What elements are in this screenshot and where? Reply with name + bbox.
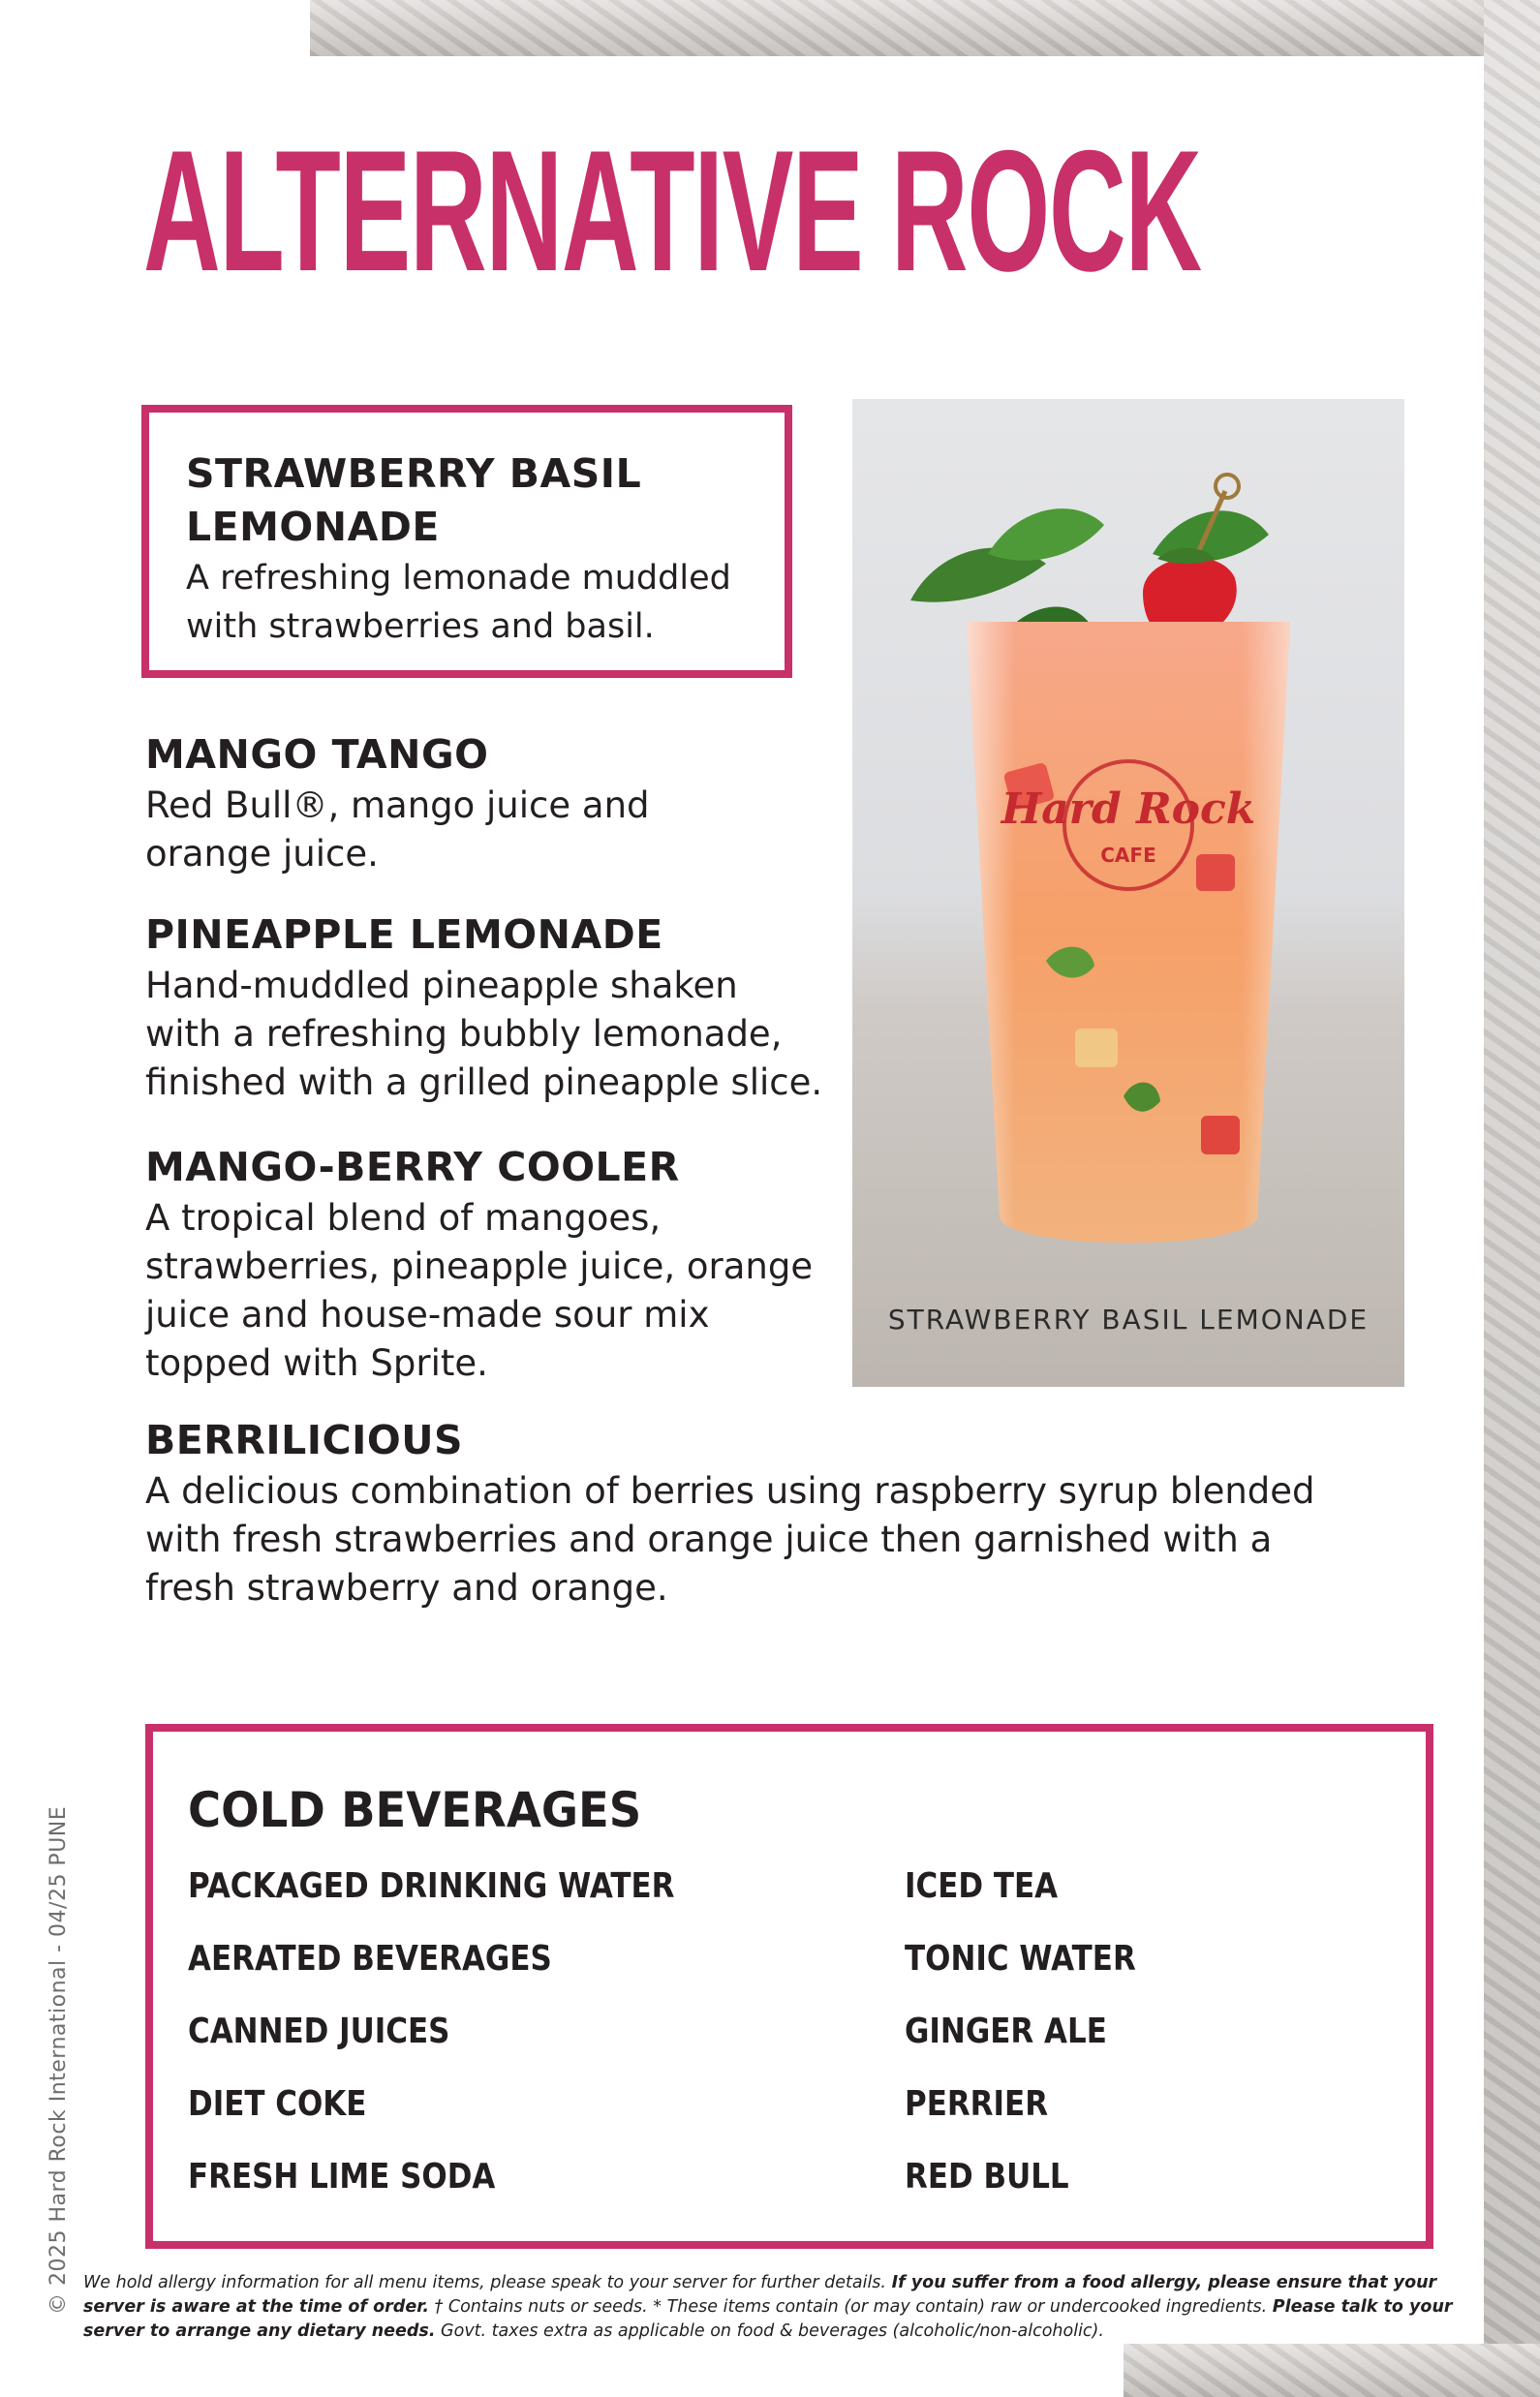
menu-item-description: A delicious combination of berries using raspberry syrup blended with fresh strawberries and orange juice then garnished with a fresh strawberry and orange. <box>145 1470 1315 1609</box>
disclaimer-bold-text: Please talk to your server to arrange any dietary needs. <box>83 2297 1453 2341</box>
collage-background-top <box>310 0 1540 56</box>
beverage-item: AERATED BEVERAGES <box>188 1939 552 1979</box>
drink-photo <box>852 399 1404 1387</box>
logo-text: Hard Rock <box>1001 784 1256 834</box>
disclaimer-text: † Contains nuts or seeds. * These items contain (or may contain) raw or undercooked ingredients. <box>428 2297 1273 2317</box>
disclaimer-text: Govt. taxes extra as applicable on food & beverages (alcoholic/non-alcoholic). <box>435 2321 1104 2341</box>
cold-beverages-box <box>145 1724 1433 2249</box>
beverage-item: DIET COKE <box>188 2084 367 2124</box>
cold-beverages-heading: COLD BEVERAGES <box>188 1782 642 1838</box>
beverage-item: RED BULL <box>905 2157 1069 2197</box>
beverage-item: FRESH LIME SODA <box>188 2157 496 2197</box>
featured-item-description: A refreshing lemonade muddled with strawberries and basil. <box>186 559 731 646</box>
beverage-item: CANNED JUICES <box>188 2012 450 2051</box>
disclaimer-bold-text: If you suffer from a food allergy, please ensure that your server is aware at the time of order. <box>83 2273 1437 2317</box>
menu-item-name: MANGO-BERRY COOLER <box>145 1144 680 1190</box>
menu-item-description: Hand-muddled pineapple shaken with a refreshing bubbly lemonade, finished with a grilled pineapple slice. <box>145 965 823 1103</box>
beverage-list-left <box>188 1863 788 2227</box>
menu-item <box>145 728 823 878</box>
featured-item-name: STRAWBERRY BASIL LEMONADE <box>186 450 642 550</box>
beverage-item: TONIC WATER <box>905 1939 1136 1979</box>
menu-item-name: BERRILICIOUS <box>145 1417 464 1463</box>
collage-background-bottom <box>1124 2344 1540 2397</box>
menu-item-description: Red Bull®, mango juice and orange juice. <box>145 784 650 875</box>
menu-item-name: PINEAPPLE LEMONADE <box>145 911 663 958</box>
featured-item-box <box>141 405 792 678</box>
beverage-item: PACKAGED DRINKING WATER <box>188 1866 675 1906</box>
copyright-note: © 2025 Hard Rock International - 04/25 PUNE <box>46 1805 71 2315</box>
logo-subtext: CAFE <box>1100 844 1156 867</box>
drink-illustration <box>852 399 1404 1387</box>
menu-item-description: A tropical blend of mangoes, strawberries, pineapple juice, orange juice and house-made sour mix topped with Sprite. <box>145 1197 814 1384</box>
menu-item <box>145 1141 823 1388</box>
beverage-item: ICED TEA <box>905 1866 1059 1906</box>
menu-item <box>145 908 823 1107</box>
disclaimer-text: We hold allergy information for all menu items, please speak to your server for further details. <box>83 2273 892 2292</box>
photo-caption: STRAWBERRY BASIL LEMONADE <box>887 1304 1370 1336</box>
beverage-item: GINGER ALE <box>905 2012 1107 2051</box>
beverage-list-right <box>905 1863 1505 2227</box>
page-margin-top-left <box>0 0 310 56</box>
allergy-disclaimer <box>83 2271 1459 2344</box>
menu-item-name: MANGO TANGO <box>145 731 489 778</box>
beverage-item: PERRIER <box>905 2084 1049 2124</box>
menu-page-bottom <box>0 2344 1124 2397</box>
menu-item <box>145 1414 1356 1613</box>
page-title: ALTERNATIVE ROCK <box>143 114 1201 307</box>
